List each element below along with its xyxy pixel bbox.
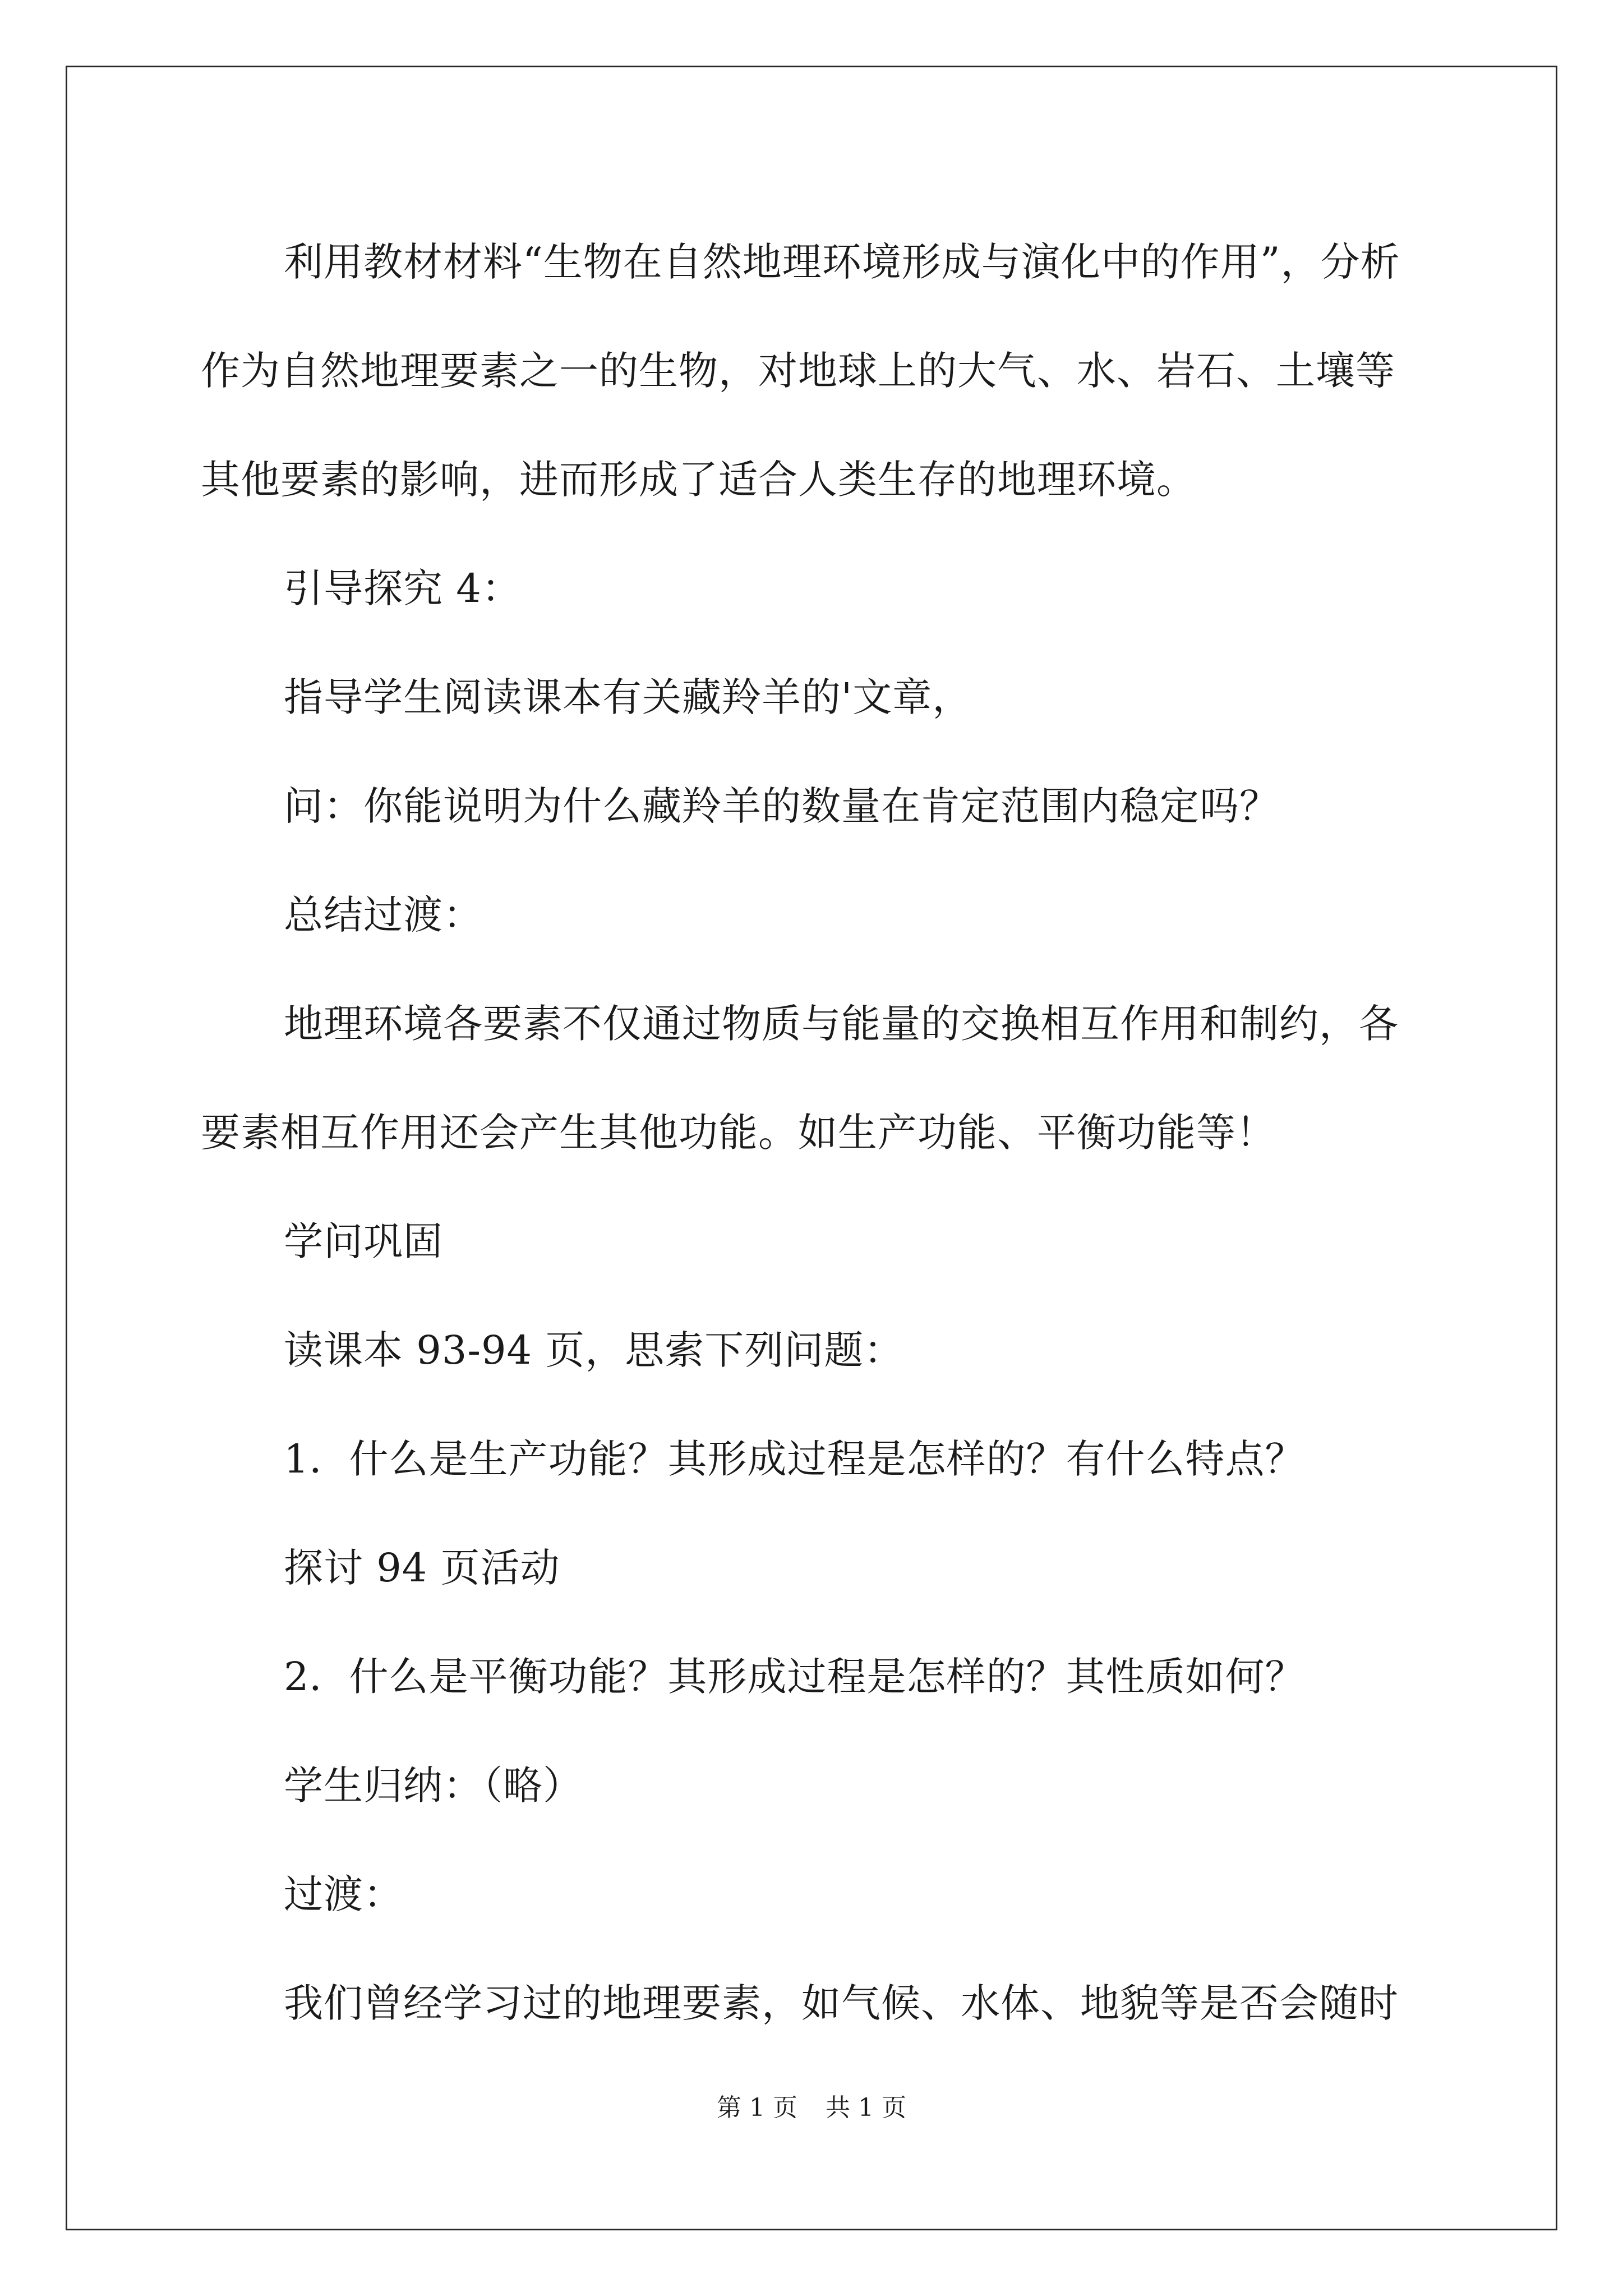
text-line: 地理环境各要素不仅通过物质与能量的交换相互作用和制约，各 bbox=[284, 1001, 1399, 1047]
page-number: 第 1 页 bbox=[717, 2093, 797, 2122]
text-line: 2．什么是平衡功能？其形成过程是怎样的？其性质如何？ bbox=[284, 1654, 1305, 1700]
text-line: 问：你能说明为什么藏羚羊的数量在肯定范围内稳定吗？ bbox=[284, 783, 1279, 829]
text-line: 总结过渡： bbox=[284, 892, 483, 938]
document-body bbox=[201, 208, 1418, 2058]
text-line: 作为自然地理要素之一的生物，对地球上的大气、水、岩石、土壤等 bbox=[201, 348, 1395, 394]
text-line: 学问巩固 bbox=[284, 1218, 443, 1264]
page-total: 共 1 页 bbox=[826, 2093, 906, 2122]
text-line: 探讨 94 页活动 bbox=[284, 1545, 560, 1591]
text-line: 要素相互作用还会产生其他功能。如生产功能、平衡功能等！ bbox=[201, 1110, 1276, 1156]
text-line: 过渡： bbox=[284, 1871, 403, 1917]
text-line: 读课本 93-94 页，思索下列问题： bbox=[284, 1327, 904, 1373]
text-line: 我们曾经学习过的地理要素，如气候、水体、地貌等是否会随时 bbox=[284, 1980, 1399, 2026]
text-line: 其他要素的影响，进而形成了适合人类生存的地理环境。 bbox=[201, 457, 1196, 503]
text-line: 引导探究 4： bbox=[284, 565, 522, 611]
text-line: 指导学生阅读课本有关藏羚羊的'文章， bbox=[284, 674, 972, 720]
text-line: 学生归纳：（略） bbox=[284, 1763, 583, 1809]
page-footer bbox=[0, 2091, 1623, 2125]
text-line: 1．什么是生产功能？其形成过程是怎样的？有什么特点？ bbox=[284, 1436, 1305, 1482]
text-line: 利用教材材料“生物在自然地理环境形成与演化中的作用”，分析 bbox=[284, 239, 1400, 285]
